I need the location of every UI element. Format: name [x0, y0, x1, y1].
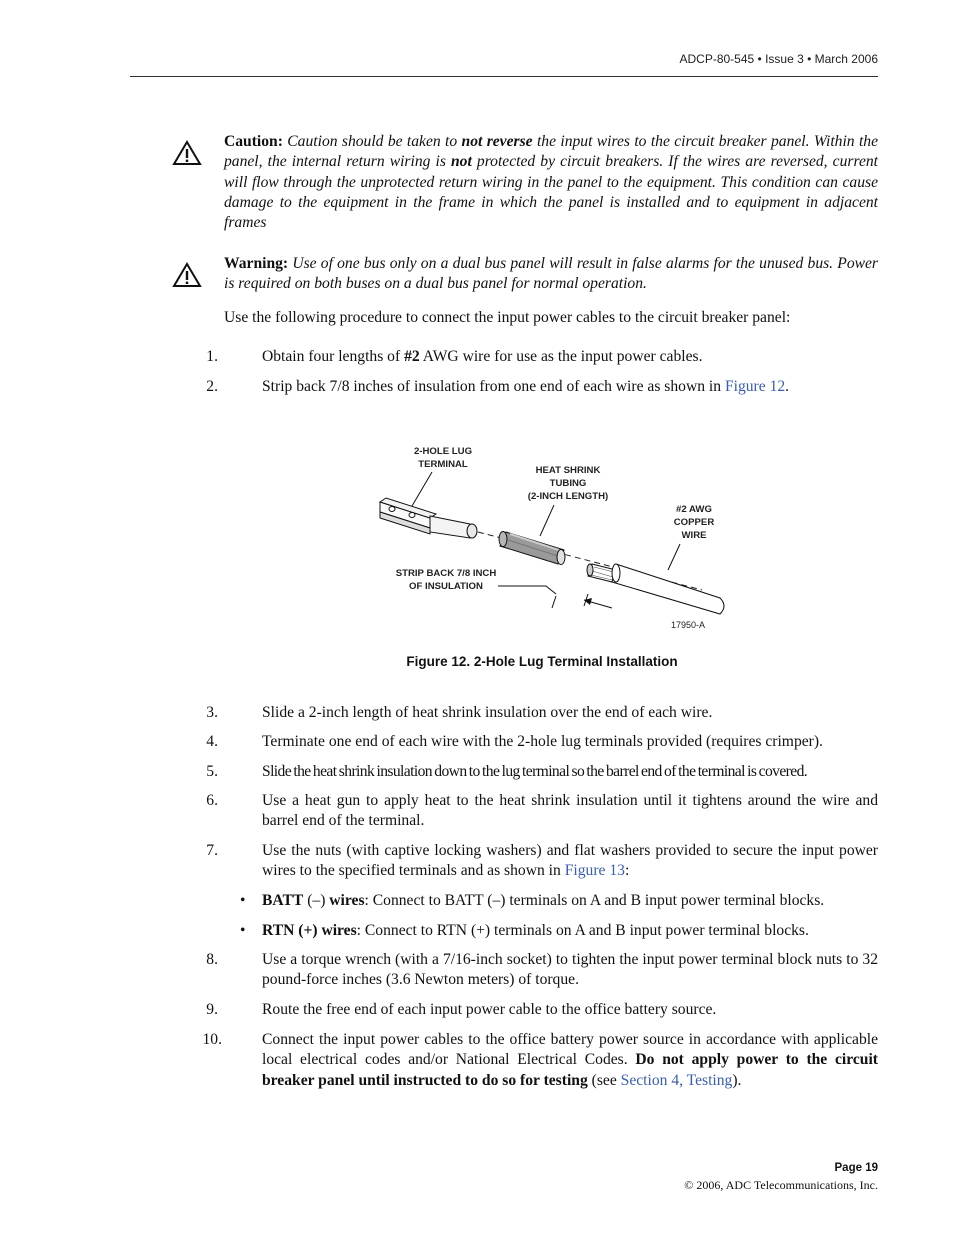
step-number: 6.	[206, 792, 218, 809]
step-8	[206, 950, 878, 991]
figure-caption: Figure 12. 2-Hole Lug Terminal Installation	[406, 654, 678, 669]
section-4-testing-link[interactable]: Section 4, Testing	[620, 1071, 733, 1089]
step-number: 5.	[206, 763, 218, 780]
step-4	[206, 732, 878, 752]
bullet-marker: •	[240, 922, 246, 939]
figure-id: 17950-A	[670, 620, 706, 630]
step-8-text: Use a torque wrench (with a 7/16-inch socket) to tighten the input power terminal block nuts to 32 pound-force inches (3.6 Newton meters) of torque.	[262, 951, 878, 989]
step-number: 4.	[206, 733, 218, 750]
caution-bold-2: not	[451, 153, 472, 171]
step-5-text: Slide the heat shrink insulation down to the lug terminal so the barrel end of the terminal is covered.	[262, 763, 808, 780]
step-number: 2.	[206, 378, 218, 395]
caution-label: Caution:	[224, 133, 283, 150]
lug-label-line-1: 2-HOLE LUG	[413, 446, 473, 457]
lug-terminal-figure	[370, 440, 750, 635]
rtn-text: : Connect to RTN (+) terminals on A and B input power terminal blocks.	[356, 922, 809, 939]
step-6-text: Use a heat gun to apply heat to the heat shrink insulation until it tightens around the wire and barrel end of the terminal.	[262, 792, 878, 830]
step-10-text-2: (see	[587, 1071, 621, 1089]
caution-text-2: the input wires to the circuit breaker panel. Within the panel, the internal return wiring is	[224, 133, 879, 171]
batt-wires-bold: wires	[329, 892, 365, 909]
step-number: 8.	[206, 951, 218, 968]
strip-leader-line	[498, 586, 556, 594]
caution-bold-1: not reverse	[461, 133, 533, 150]
step-7-text-1: Use the nuts (with captive locking washers) and flat washers provided to secure the input power wires to the specified terminals and as shown in	[262, 842, 878, 880]
lug-label-line-2: TERMINAL	[418, 459, 468, 470]
step-2	[206, 377, 878, 397]
step-3	[206, 703, 878, 723]
header-doc-id: ADCP-80-545 • Issue 3 • March 2006	[679, 52, 878, 66]
bullet-marker: •	[240, 892, 246, 909]
step-number: 3.	[206, 704, 218, 721]
rtn-bold: RTN (+) wires	[262, 922, 357, 939]
bullet-rtn-wires	[224, 921, 878, 941]
step-number: 1.	[206, 348, 218, 365]
step-number: 9.	[206, 1001, 218, 1018]
strip-label-line-2: OF INSULATION	[409, 581, 483, 592]
warning-label: Warning:	[224, 255, 289, 272]
heat-shrink-shape	[499, 532, 565, 565]
step-2-text-1: Strip back 7/8 inches of insulation from one end of each wire as shown in	[262, 378, 725, 395]
warning-icon	[172, 262, 202, 288]
step-9-text: Route the free end of each input power cable to the office battery source.	[262, 1001, 717, 1018]
page-number: Page 19	[834, 1162, 878, 1174]
step-10-text-3: ).	[732, 1071, 742, 1089]
heat-label-line-3: (2-INCH LENGTH)	[527, 491, 609, 502]
warning-text: Use of one bus only on a dual bus panel will result in false alarms for the unused bus. Power is required on both buses on a dual bus panel for normal operation.	[224, 255, 879, 293]
header-rule	[130, 76, 878, 77]
lug-terminal-shape	[380, 498, 477, 538]
step-7	[206, 841, 878, 882]
caution-notice	[224, 132, 878, 233]
wire-label-line-1: #2 AWG	[676, 504, 712, 515]
step-1	[206, 347, 878, 367]
heat-label-line-2: TUBING	[549, 478, 587, 489]
wire-label-line-2: COPPER	[673, 517, 715, 528]
caution-text-3: protected by circuit breakers. If the wires are reversed, current will flow through the unprotected return wiring in the panel to the equipment. This condition can cause damage to the equipment in the frame in which the panel is installed and to equipment in adjacent frames	[224, 153, 878, 232]
intro-paragraph: Use the following procedure to connect the input power cables to the circuit breaker panel:	[224, 309, 791, 326]
caution-icon	[172, 140, 202, 166]
batt-bold: BATT	[262, 892, 304, 909]
strip-label-line-1: STRIP BACK 7/8 INCH	[395, 568, 497, 579]
lug-leader-line	[412, 472, 432, 506]
bullet-batt-wires	[224, 891, 878, 911]
step-number: 7.	[206, 842, 218, 859]
step-1-text-1: Obtain four lengths of	[262, 348, 405, 365]
step-1-text-2: AWG wire for use as the input power cables.	[419, 348, 703, 365]
step-3-text: Slide a 2-inch length of heat shrink insulation over the end of each wire.	[262, 704, 713, 721]
heat-leader-line	[540, 505, 554, 536]
figure-13-link[interactable]: Figure 13	[564, 862, 625, 880]
step-5	[206, 762, 878, 782]
step-4-text: Terminate one end of each wire with the 2-hole lug terminals provided (requires crimper).	[262, 733, 823, 750]
step-2-text-2: .	[785, 378, 790, 395]
step-10-bold: Do not apply power to the circuit breaker panel until instructed to do so for testing	[262, 1051, 879, 1089]
warning-notice	[224, 254, 878, 295]
batt-minus: (–)	[303, 892, 330, 909]
heat-label-line-1: HEAT SHRINK	[535, 465, 601, 476]
wire-label-line-3: WIRE	[681, 530, 707, 541]
copyright: © 2006, ADC Telecommunications, Inc.	[684, 1178, 878, 1192]
dimension-tick-left	[552, 596, 556, 608]
wire-leader-line	[668, 544, 680, 570]
step-1-bold: #2	[404, 348, 420, 365]
batt-text: : Connect to BATT (–) terminals on A and B input power terminal blocks.	[364, 892, 825, 909]
caution-text-1: Caution should be taken to	[287, 133, 462, 150]
step-10-text-1: Connect the input power cables to the office battery power source in accordance with applicable local electrical codes and/or National Electrical Codes.	[262, 1031, 878, 1069]
step-7-text-2: :	[624, 862, 630, 880]
step-6	[206, 791, 878, 832]
step-9	[206, 1000, 878, 1020]
step-10	[202, 1030, 879, 1091]
figure-12-link[interactable]: Figure 12	[724, 378, 786, 395]
step-number: 10.	[202, 1031, 222, 1048]
